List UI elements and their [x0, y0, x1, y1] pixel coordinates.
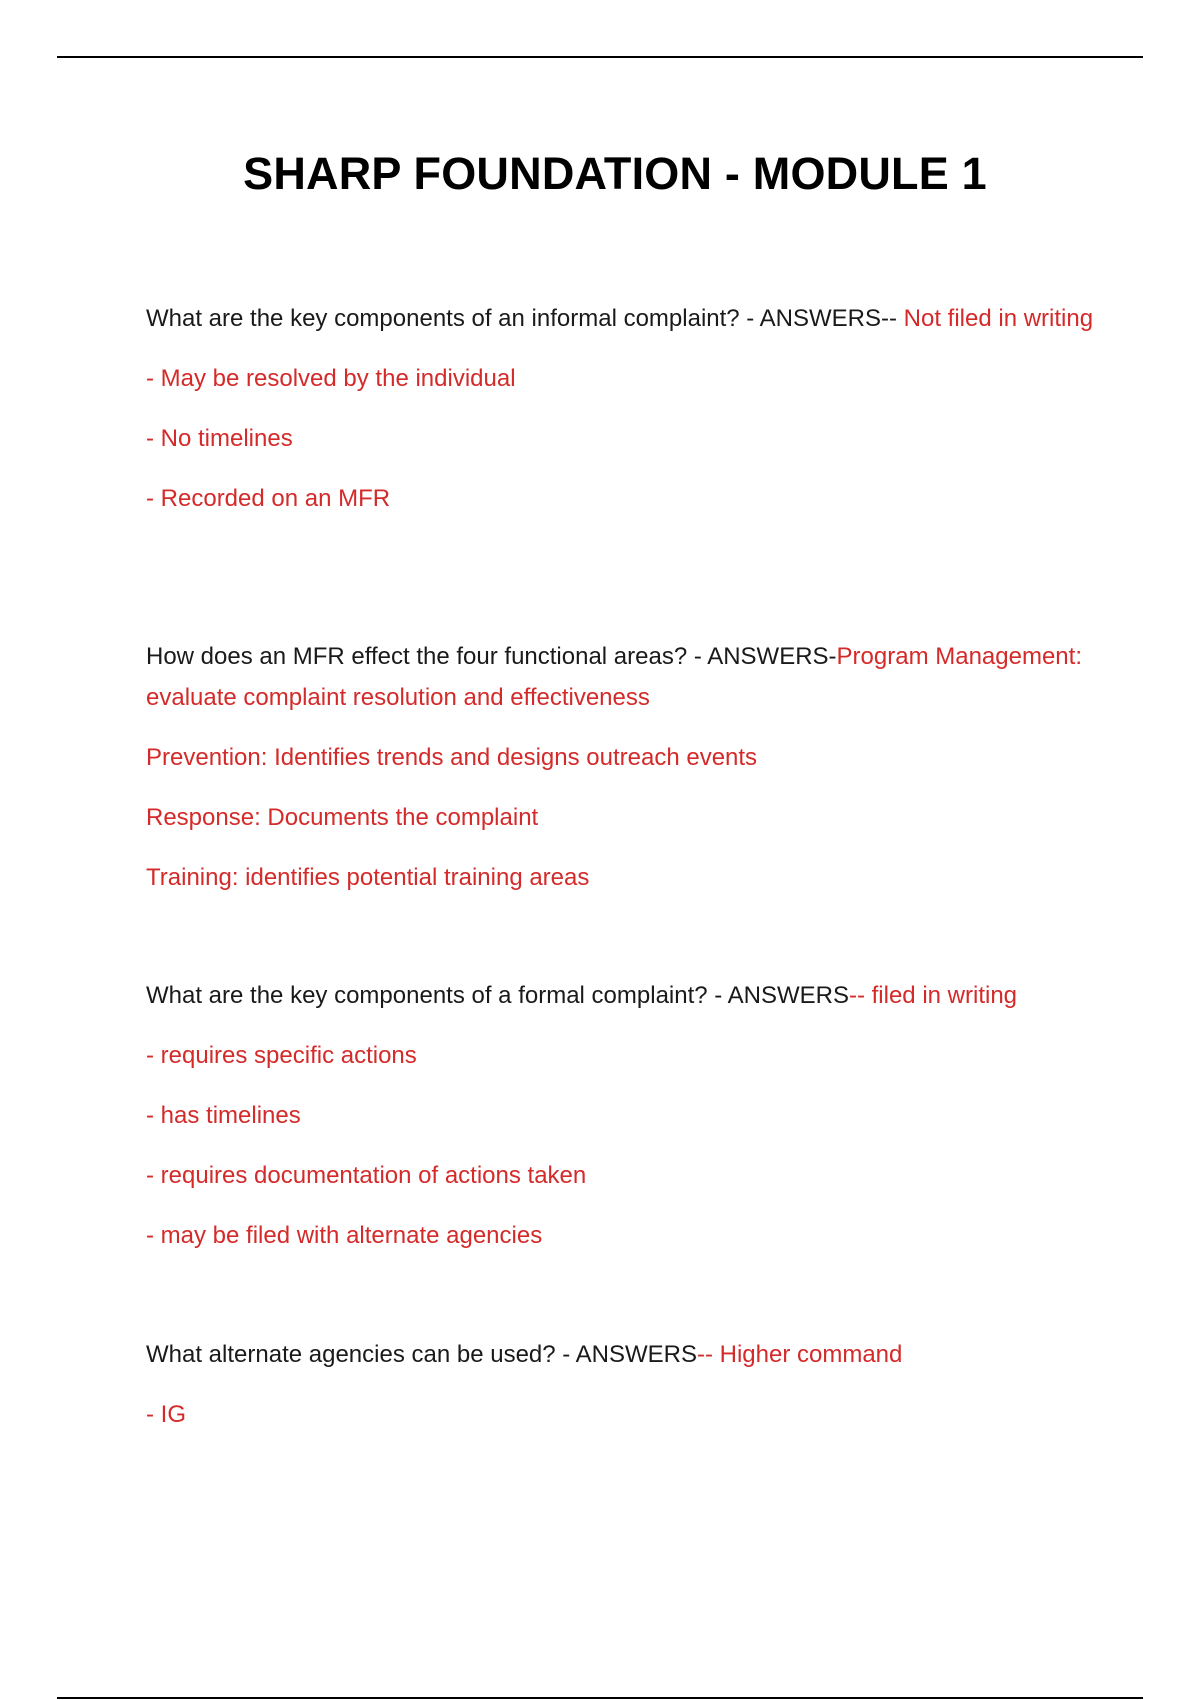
question-text: What alternate agencies can be used? - ANSWERS	[146, 1341, 697, 1368]
top-rule	[57, 56, 1143, 58]
qa-item-alternate-agencies	[146, 1334, 1096, 1435]
answer-line: Prevention: Identifies trends and designs outreach events	[146, 744, 758, 771]
answer-line: - May be resolved by the individual	[146, 365, 516, 392]
bottom-rule	[57, 1697, 1143, 1699]
question-text: What are the key components of a formal complaint? - ANSWERS	[146, 982, 849, 1009]
answer-line: - IG	[146, 1401, 186, 1428]
answer-line: - has timelines	[146, 1102, 301, 1129]
question-line	[146, 975, 1096, 1016]
answer-line: - Recorded on an MFR	[146, 485, 391, 512]
qa-item-informal-complaint	[146, 298, 1096, 519]
qa-item-formal-complaint	[146, 975, 1096, 1256]
answer-line: - may be filed with alternate agencies	[146, 1222, 543, 1249]
question-text: How does an MFR effect the four functional areas? - ANSWERS-	[146, 643, 837, 670]
page-title: SHARP FOUNDATION - MODULE 1	[243, 148, 987, 199]
answer-line: - requires specific actions	[146, 1042, 417, 1069]
question-text: What are the key components of an informal complaint? - ANSWERS--	[146, 305, 897, 332]
answer-line: Training: identifies potential training areas	[146, 864, 590, 891]
question-line	[146, 1334, 1096, 1375]
question-line	[146, 298, 1096, 339]
answer-line: - No timelines	[146, 425, 293, 452]
answer-text: Not filed in writing	[896, 305, 1094, 332]
answer-line: - requires documentation of actions taken	[146, 1162, 587, 1189]
answer-text: -- Higher command	[696, 1341, 903, 1368]
question-line	[146, 636, 1096, 718]
answer-text: Program Management: evaluate complaint resolution and effectiveness	[146, 643, 1082, 711]
qa-item-mfr-functional-areas	[146, 636, 1096, 898]
answer-line: Response: Documents the complaint	[146, 804, 539, 831]
answer-text: -- filed in writing	[848, 982, 1018, 1009]
